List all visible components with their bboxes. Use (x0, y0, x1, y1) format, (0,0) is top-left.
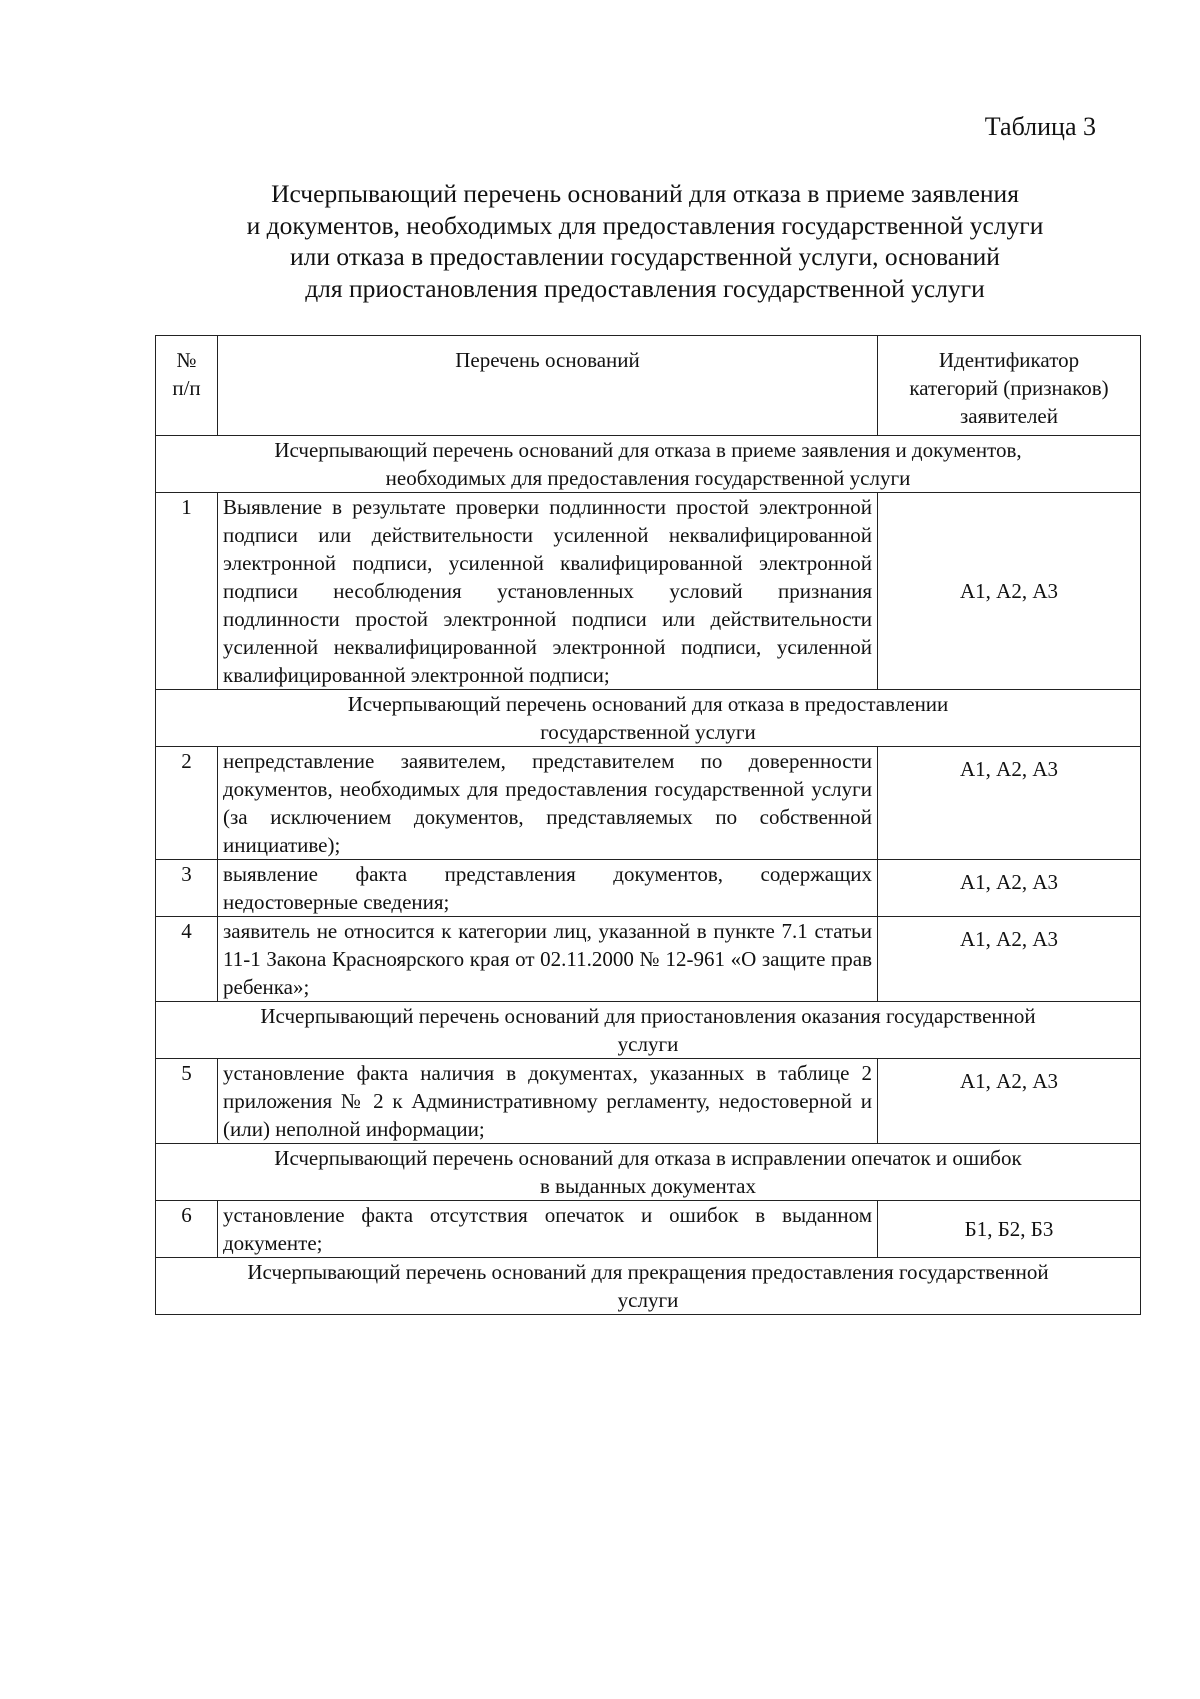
title-line: для приостановления предоставления государственной услуги (305, 273, 985, 303)
table-row (156, 1201, 1141, 1258)
section-heading-line: Исчерпывающий перечень оснований для прекращения предоставления государственной (247, 1260, 1049, 1284)
section-heading (156, 1258, 1141, 1315)
header-identifier-line: категорий (признаков) (909, 376, 1109, 400)
title-line: и документов, необходимых для предоставления государственной услуги (246, 210, 1044, 240)
row-number: 1 (156, 493, 218, 690)
row-number: 4 (156, 917, 218, 1002)
table-row (156, 493, 1141, 690)
section-heading-line: Исчерпывающий перечень оснований для отказа в приеме заявления и документов, (274, 438, 1022, 462)
section-heading-row (156, 1002, 1141, 1059)
row-identifiers: А1, А2, А3 (878, 860, 1141, 917)
row-number: 5 (156, 1059, 218, 1144)
section-heading-line: Исчерпывающий перечень оснований для приостановления оказания государственной (260, 1004, 1036, 1028)
header-grounds-cell: Перечень оснований (218, 336, 878, 436)
document-title (150, 178, 1140, 304)
table-row (156, 747, 1141, 860)
table-row (156, 1059, 1141, 1144)
section-heading-row (156, 436, 1141, 493)
section-heading (156, 436, 1141, 493)
section-heading-row (156, 1258, 1141, 1315)
grounds-table (155, 335, 1141, 1315)
row-number: 6 (156, 1201, 218, 1258)
row-identifiers: А1, А2, А3 (878, 917, 1141, 1002)
header-identifier-cell (878, 336, 1141, 436)
section-heading-row (156, 690, 1141, 747)
header-number-abbrev: п/п (172, 376, 201, 400)
row-identifiers: А1, А2, А3 (878, 493, 1141, 690)
row-ground-text: заявитель не относится к категории лиц, указанной в пункте 7.1 статьи 11-1 Закона Красноярского края от 02.11.2000 № 12-961 «О защите прав ребенка»; (218, 917, 878, 1002)
header-number-cell (156, 336, 218, 436)
row-number: 3 (156, 860, 218, 917)
section-heading-row (156, 1144, 1141, 1201)
title-line: или отказа в предоставлении государственной услуги, оснований (290, 242, 1000, 271)
header-number-symbol: № (176, 348, 197, 372)
section-heading-line: услуги (617, 1032, 679, 1056)
title-line: Исчерпывающий перечень оснований для отказа в приеме заявления (271, 179, 1019, 208)
row-ground-text: установление факта наличия в документах, указанных в таблице 2 приложения № 2 к Административному регламенту, недостоверной и (или) неполной информации; (218, 1059, 878, 1144)
table-row (156, 860, 1141, 917)
row-identifiers: Б1, Б2, Б3 (878, 1201, 1141, 1258)
section-heading (156, 1002, 1141, 1059)
row-identifiers: А1, А2, А3 (878, 1059, 1141, 1144)
section-heading-line: необходимых для предоставления государственной услуги (385, 466, 911, 490)
row-identifiers: А1, А2, А3 (878, 747, 1141, 860)
section-heading-line: Исчерпывающий перечень оснований для отказа в исправлении опечаток и ошибок (274, 1146, 1022, 1170)
section-heading (156, 690, 1141, 747)
row-ground-text: непредставление заявителем, представителем по доверенности документов, необходимых для предоставления государственной услуги (за исключением документов, представляемых по собственной инициативе); (218, 747, 878, 860)
row-ground-text: выявление факта представления документов, содержащих недостоверные сведения; (218, 860, 878, 917)
header-identifier-line: заявителей (960, 404, 1058, 428)
row-ground-text: Выявление в результате проверки подлинности простой электронной подписи или действительности усиленной неквалифицированной электронной подписи, усиленной квалифицированной электронной подписи несоблюдения установленных условий признания подлинности простой электронной подписи или действительности усиленной неквалифицированной электронной подписи, усиленной квалифицированной электронной подписи; (218, 493, 878, 690)
header-identifier-line: Идентификатор (938, 348, 1080, 372)
table-number-label: Таблица 3 (984, 112, 1096, 141)
section-heading (156, 1144, 1141, 1201)
section-heading-line: государственной услуги (540, 720, 756, 744)
section-heading-line: услуги (617, 1288, 679, 1312)
row-ground-text: установление факта отсутствия опечаток и ошибок в выданном документе; (218, 1201, 878, 1258)
section-heading-line: Исчерпывающий перечень оснований для отказа в предоставлении (347, 692, 949, 716)
table-header-row (156, 336, 1141, 436)
row-number: 2 (156, 747, 218, 860)
section-heading-line: в выданных документах (540, 1174, 756, 1198)
table-row (156, 917, 1141, 1002)
